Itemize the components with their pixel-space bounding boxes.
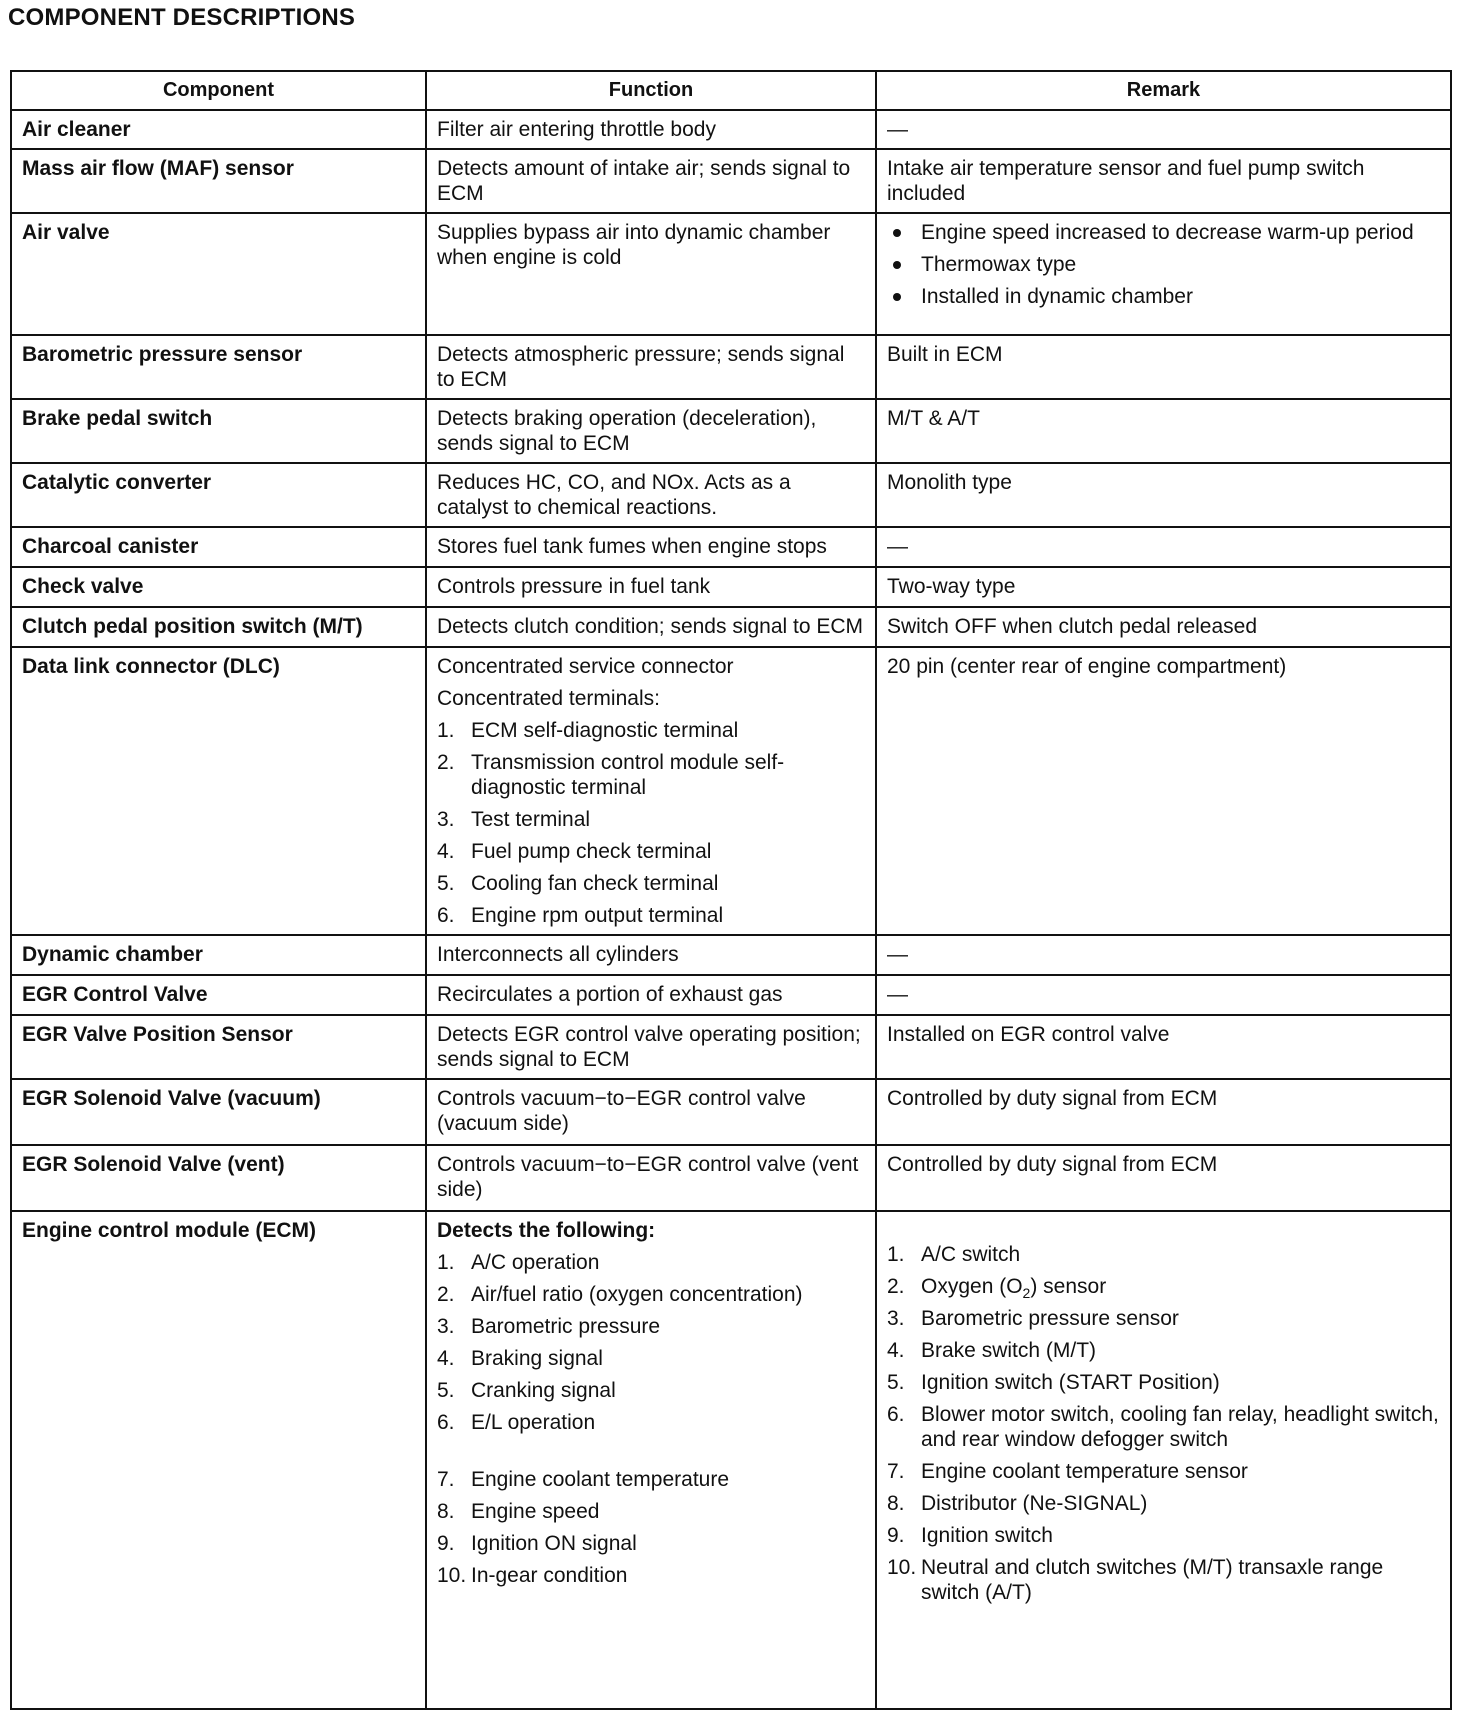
list-item: 9. Ignition ON signal xyxy=(437,1532,637,1555)
list-item: Installed in dynamic chamber xyxy=(887,284,1440,309)
function-cell: Reduces HC, CO, and NOx. Acts as a catalyst to chemical reactions. xyxy=(426,463,876,527)
list-item: 5. Cooling fan check terminal xyxy=(437,872,719,895)
function-cell xyxy=(426,1211,876,1709)
list-item: 6. E/L operation xyxy=(437,1411,596,1434)
component-cell: Clutch pedal position switch (M/T) xyxy=(11,607,426,647)
list-item: 9. Ignition switch xyxy=(887,1524,1053,1547)
function-cell: Controls vacuum−to−EGR control valve (vacuum side) xyxy=(426,1079,876,1145)
remark-cell: Monolith type xyxy=(876,463,1451,527)
component-cell: EGR Solenoid Valve (vent) xyxy=(11,1145,426,1211)
remark-cell: Switch OFF when clutch pedal released xyxy=(876,607,1451,647)
function-cell: Controls vacuum−to−EGR control valve (vent side) xyxy=(426,1145,876,1211)
table-row xyxy=(11,1211,1451,1709)
table-row xyxy=(11,975,1451,1015)
remark-cell: Controlled by duty signal from ECM xyxy=(876,1145,1451,1211)
function-cell: Detects EGR control valve operating position; sends signal to ECM xyxy=(426,1015,876,1079)
list-item: 1. A/C switch xyxy=(887,1243,1021,1266)
table-row xyxy=(11,463,1451,527)
list-item: 6. Blower motor switch, cooling fan relay, headlight switch, and rear window defogger switch xyxy=(887,1403,1439,1451)
list-item: 2. Transmission control module self-diagnostic terminal xyxy=(437,751,785,799)
list-item: 5. Ignition switch (START Position) xyxy=(887,1371,1220,1394)
component-cell: Catalytic converter xyxy=(11,463,426,527)
list-item: 3. Barometric pressure xyxy=(437,1315,661,1338)
function-heading: Detects the following: xyxy=(437,1219,656,1242)
table-row xyxy=(11,1015,1451,1079)
table-header-row xyxy=(11,71,1451,110)
component-cell: EGR Control Valve xyxy=(11,975,426,1015)
component-cell: Engine control module (ECM) xyxy=(11,1211,426,1709)
component-cell: Mass air flow (MAF) sensor xyxy=(11,149,426,213)
table-row xyxy=(11,527,1451,567)
function-cell: Detects clutch condition; sends signal to ECM xyxy=(426,607,876,647)
component-cell: Charcoal canister xyxy=(11,527,426,567)
list-item: 6. Engine rpm output terminal xyxy=(437,904,724,927)
table-row xyxy=(11,110,1451,149)
component-cell: Air valve xyxy=(11,213,426,335)
table-row xyxy=(11,1145,1451,1211)
table-row xyxy=(11,399,1451,463)
function-cell: Detects atmospheric pressure; sends signal to ECM xyxy=(426,335,876,399)
function-cell: Controls pressure in fuel tank xyxy=(426,567,876,607)
remark-bullet-list xyxy=(887,220,1440,309)
remark-cell: — xyxy=(876,110,1451,149)
list-item: 2. Air/fuel ratio (oxygen concentration) xyxy=(437,1283,803,1306)
column-header-function: Function xyxy=(426,71,876,110)
component-cell: Brake pedal switch xyxy=(11,399,426,463)
table-row xyxy=(11,607,1451,647)
table-row xyxy=(11,935,1451,975)
remark-cell: Two-way type xyxy=(876,567,1451,607)
component-table xyxy=(10,70,1452,1710)
table-row xyxy=(11,1079,1451,1145)
list-item: 8. Distributor (Ne-SIGNAL) xyxy=(887,1492,1148,1515)
table-row xyxy=(11,567,1451,607)
table-row xyxy=(11,335,1451,399)
function-line: Concentrated service connector xyxy=(437,655,734,678)
component-cell: Data link connector (DLC) xyxy=(11,647,426,935)
component-cell: Barometric pressure sensor xyxy=(11,335,426,399)
list-item: 7. Engine coolant temperature xyxy=(437,1468,729,1491)
column-header-component: Component xyxy=(11,71,426,110)
table-row xyxy=(11,149,1451,213)
function-cell xyxy=(426,647,876,935)
component-cell: EGR Valve Position Sensor xyxy=(11,1015,426,1079)
column-header-remark: Remark xyxy=(876,71,1451,110)
function-cell: Detects braking operation (deceleration), sends signal to ECM xyxy=(426,399,876,463)
component-cell: Dynamic chamber xyxy=(11,935,426,975)
terminal-list xyxy=(437,718,865,928)
list-item: Engine speed increased to decrease warm-up period xyxy=(887,220,1440,245)
source-list xyxy=(887,1242,1440,1605)
list-item: 4. Braking signal xyxy=(437,1347,603,1370)
list-item: 1. ECM self-diagnostic terminal xyxy=(437,719,739,742)
remark-cell xyxy=(876,1211,1451,1709)
remark-cell: Installed on EGR control valve xyxy=(876,1015,1451,1079)
component-cell: Air cleaner xyxy=(11,110,426,149)
remark-cell: — xyxy=(876,527,1451,567)
list-item: 2. Oxygen $(O_2)$ sensor xyxy=(887,1275,1107,1302)
function-cell: Filter air entering throttle body xyxy=(426,110,876,149)
remark-cell: — xyxy=(876,935,1451,975)
table-row xyxy=(11,213,1451,335)
remark-cell: Controlled by duty signal from ECM xyxy=(876,1079,1451,1145)
list-item: 8. Engine speed xyxy=(437,1500,600,1523)
function-cell: Detects amount of intake air; sends signal to ECM xyxy=(426,149,876,213)
page-title: COMPONENT DESCRIPTIONS xyxy=(8,4,356,31)
list-item: 10. In-gear condition xyxy=(437,1564,628,1587)
list-item: 5. Cranking signal xyxy=(437,1379,616,1402)
list-item: 4. Fuel pump check terminal xyxy=(437,840,712,863)
remark-cell: 20 pin (center rear of engine compartment) xyxy=(876,647,1451,935)
remark-cell xyxy=(876,213,1451,335)
list-item: 7. Engine coolant temperature sensor xyxy=(887,1460,1248,1483)
remark-cell: Built in ECM xyxy=(876,335,1451,399)
function-line: Concentrated terminals: xyxy=(437,687,660,710)
function-cell: Stores fuel tank fumes when engine stops xyxy=(426,527,876,567)
function-cell: Supplies bypass air into dynamic chamber when engine is cold xyxy=(426,213,876,335)
list-item: Thermowax type xyxy=(887,252,1440,277)
list-item: 3. Barometric pressure sensor xyxy=(887,1307,1179,1330)
remark-cell: M/T & A/T xyxy=(876,399,1451,463)
table-row xyxy=(11,647,1451,935)
list-item: 10. Neutral and clutch switches (M/T) transaxle range switch (A/T) xyxy=(887,1556,1384,1604)
list-item: 1. A/C operation xyxy=(437,1251,600,1274)
component-cell: EGR Solenoid Valve (vacuum) xyxy=(11,1079,426,1145)
function-cell: Interconnects all cylinders xyxy=(426,935,876,975)
function-cell: Recirculates a portion of exhaust gas xyxy=(426,975,876,1015)
remark-cell: Intake air temperature sensor and fuel pump switch included xyxy=(876,149,1451,213)
list-item: 4. Brake switch (M/T) xyxy=(887,1339,1097,1362)
detects-list xyxy=(437,1250,865,1588)
remark-cell: — xyxy=(876,975,1451,1015)
list-item: 3. Test terminal xyxy=(437,808,591,831)
component-cell: Check valve xyxy=(11,567,426,607)
